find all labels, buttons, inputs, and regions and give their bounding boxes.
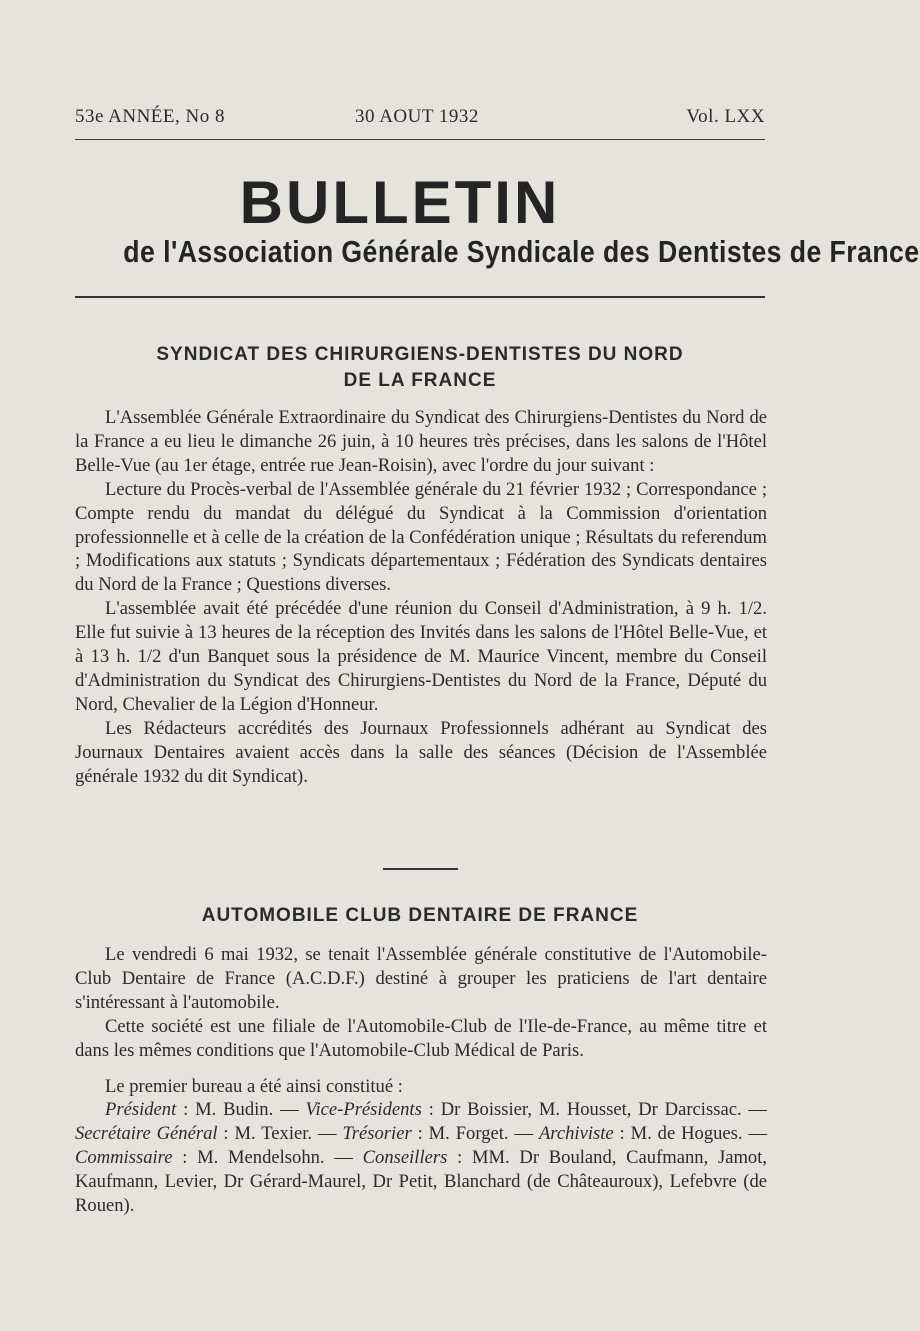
councillors-label: Conseillers <box>362 1147 448 1169</box>
president-label: Président <box>105 1099 177 1121</box>
article1-heading-line2: DE LA FRANCE <box>343 370 497 391</box>
secretary-label: Secrétaire Général <box>75 1123 218 1145</box>
treasurer-label: Trésorier <box>342 1123 412 1145</box>
treasurer-name: M. Forget. <box>428 1123 509 1145</box>
officers-list: Président : M. Budin. — Vice-Présidents : Dr Boissier, M. Housset, Dr Darcissac. — Secrétaire Général : M. Texier. — Trésorier : M. Forget. — Archiviste : M. de Hogues. — Commissaire : M. Mendelsohn. — Conseillers : MM. Dr Bouland, Caufmann, Jamot, Kaufmann, Levier, Dr Gérard-Maurel, Dr Petit, Blanchard (de Châteauroux), Lefebvre (de Rouen). <box>75 1099 768 1217</box>
volume-number: Vol. LXX <box>686 106 765 127</box>
commissioner-name: M. Mendelsohn. <box>197 1147 325 1169</box>
vice-presidents-names: Dr Boissier, M. Housset, Dr Darcissac. <box>440 1099 742 1121</box>
issue-number: 53e ANNÉE, No 8 <box>75 106 225 127</box>
secretary-name: M. Texier. <box>234 1123 313 1145</box>
archivist-name: M. de Hogues. <box>630 1123 743 1145</box>
issue-date: 30 AOUT 1932 <box>355 106 479 127</box>
article1-paragraph-2: Lecture du Procès-verbal de l'Assemblée générale du 21 février 1932 ; Correspondance ; Compte rendu du mandat du délégué du Syndicat à la Commission d'orientation professionnelle et à celle de la création de la Confédération unique ; Résultats du referendum ; Modifications aux statuts ; Syndicats départementaux ; Fédération des Syndicats dentaires du Nord de la France ; Questions diverses. <box>75 478 767 596</box>
president-name: M. Budin. <box>195 1099 274 1121</box>
article1-paragraph-3: L'assemblée avait été précédée d'une réunion du Conseil d'Administration, à 9 h. 1/2. Elle fut suivie à 13 heures de la réception des Invités dans les salons de l'Hôtel Belle-Vue, et à 13 h. 1/2 d'un Banquet sous la présidence de M. Maurice Vincent, membre du Conseil d'Administration du Syndicat des Chirurgiens-Dentistes du Nord de la France, Député du Nord, Chevalier de la Légion d'Honneur. <box>75 598 767 715</box>
article2-paragraph-3: Le premier bureau a été ainsi constitué : <box>105 1075 403 1097</box>
commissioner-label: Commissaire <box>75 1147 173 1169</box>
masthead-title: BULLETIN <box>239 169 561 236</box>
running-head <box>75 106 765 134</box>
masthead-subtitle: de l'Association Générale Syndicale des Dentistes de France <box>123 234 920 269</box>
article2-paragraph-1: Le vendredi 6 mai 1932, se tenait l'Assemblée générale constitutive de l'Automobile-Club Dentaire de France (A.C.D.F.) destiné à grouper les praticiens de l'art dentaire s'intéressant à l'automobile. <box>75 944 767 1013</box>
archivist-label: Archiviste <box>538 1123 614 1145</box>
article1-body <box>75 406 767 789</box>
councillors-names: MM. Dr Bouland, Caufmann, Jamot, Kaufmann, Levier, Dr Gérard-Maurel, Dr Petit, Blanchard (de Châteauroux), Lefebvre (de Rouen). <box>75 1147 768 1217</box>
article1-heading-line1: SYNDICAT DES CHIRURGIENS-DENTISTES DU NORD <box>156 344 684 365</box>
article1-paragraph-1: L'Assemblée Générale Extraordinaire du Syndicat des Chirurgiens-Dentistes du Nord de la France a eu lieu le dimanche 26 juin, à 10 heures très précises, dans les salons de l'Hôtel Belle-Vue (au 1er étage, entrée rue Jean-Roisin), avec l'ordre du jour suivant : <box>75 407 767 476</box>
section-divider <box>383 868 458 870</box>
article1-paragraph-4: Les Rédacteurs accrédités des Journaux Professionnels adhérant au Syndicat des Journaux Dentaires avaient accès dans la salle des séances (Décision de l'Assemblée générale 1932 du dit Syndicat). <box>75 717 767 787</box>
header-rule <box>75 139 765 140</box>
article2-heading: AUTOMOBILE CLUB DENTAIRE DE FRANCE <box>201 905 639 926</box>
article2-paragraph-2: Cette société est une filiale de l'Automobile-Club de l'Ile-de-France, au même titre et dans les mêmes conditions que l'Automobile-Club Médical de Paris. <box>75 1015 767 1061</box>
vice-presidents-label: Vice-Présidents <box>305 1099 422 1121</box>
article2-body <box>75 943 767 1218</box>
article1-heading <box>75 342 765 394</box>
masthead-rule <box>75 296 765 298</box>
